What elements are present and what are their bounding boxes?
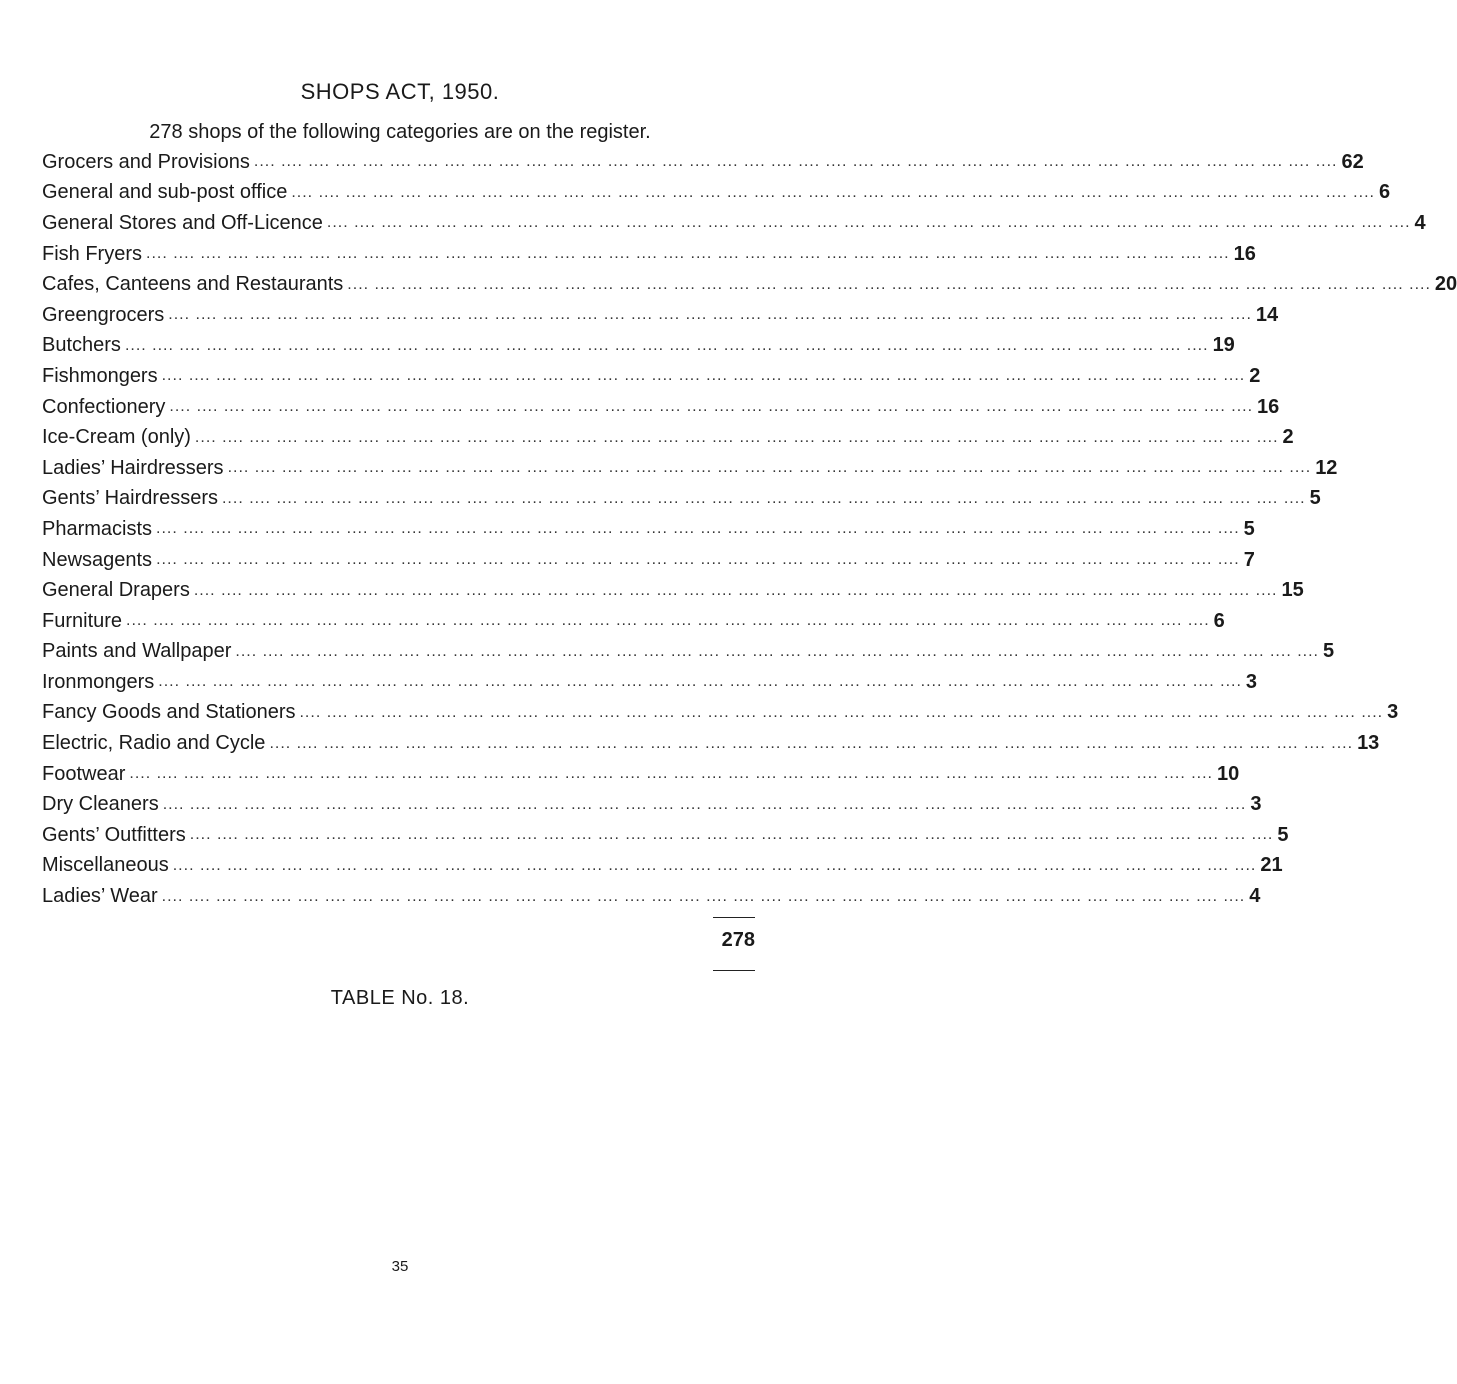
dot-leader: .... .... .... .... .... .... .... .... .... .... .... .... .... .... .... .... .... .... .... .... .... .... .... .... .... .... .... .... .... .... .... .... .... .... .... .... .... .... .... .... bbox=[161, 887, 1246, 905]
page-number: 35 bbox=[391, 1258, 409, 1275]
category-label: Footwear bbox=[42, 762, 126, 785]
dot-leader: .... .... .... .... .... .... .... .... .... .... .... .... .... .... .... .... .... .... .... .... .... .... .... .... .... .... .... .... .... .... .... .... .... .... .... .... .... .... .... .... bbox=[172, 856, 1257, 874]
table-row bbox=[42, 728, 1380, 759]
table-row bbox=[42, 789, 1262, 820]
dot-leader: .... .... .... .... .... .... .... .... .... .... .... .... .... .... .... .... .... .... .... .... .... .... .... .... .... .... .... .... .... .... .... .... .... .... .... .... .... .... .... .... bbox=[156, 520, 1240, 538]
table-row bbox=[42, 484, 1321, 515]
category-count: 62 bbox=[1341, 150, 1364, 173]
category-label: Grocers and Provisions bbox=[42, 150, 250, 173]
dot-leader: .... .... .... .... .... .... .... .... .... .... .... .... .... .... .... .... .... .... .... .... .... .... .... .... .... .... .... .... .... .... .... .... .... .... .... .... .... .... .... .... bbox=[161, 367, 1246, 385]
category-count: 2 bbox=[1249, 364, 1261, 387]
category-label: Ladies’ Hairdressers bbox=[42, 456, 224, 479]
category-label: General Stores and Off-Licence bbox=[42, 211, 323, 234]
table-row bbox=[42, 606, 1225, 637]
dot-leader: .... .... .... .... .... .... .... .... .... .... .... .... .... .... .... .... .... .... .... .... .... .... .... .... .... .... .... .... .... .... .... .... .... .... .... .... .... .... .... .... bbox=[158, 673, 1242, 691]
category-count: 12 bbox=[1315, 456, 1338, 479]
category-count: 16 bbox=[1233, 242, 1256, 265]
dot-leader: .... .... .... .... .... .... .... .... .... .... .... .... .... .... .... .... .... .... .... .... .... .... .... .... .... .... .... .... .... .... .... .... .... .... .... .... .... .... .... .... bbox=[189, 826, 1274, 844]
category-count: 2 bbox=[1282, 426, 1294, 449]
dot-leader: .... .... .... .... .... .... .... .... .... .... .... .... .... .... .... .... .... .... .... .... .... .... .... .... .... .... .... .... .... .... .... .... .... .... .... .... .... .... .... .... bbox=[194, 428, 1279, 446]
category-label: Pharmacists bbox=[42, 517, 153, 540]
category-count: 4 bbox=[1414, 211, 1426, 234]
category-count: 4 bbox=[1249, 885, 1261, 908]
dot-leader: .... .... .... .... .... .... .... .... .... .... .... .... .... .... .... .... .... .... .... .... .... .... .... .... .... .... .... .... .... .... .... .... .... .... .... .... .... .... .... .... bbox=[126, 612, 1210, 630]
category-count: 19 bbox=[1212, 334, 1235, 357]
dot-leader: .... .... .... .... .... .... .... .... .... .... .... .... .... .... .... .... .... .... .... .... .... .... .... .... .... .... .... .... .... .... .... .... .... .... .... .... .... .... .... .... bbox=[168, 306, 1252, 324]
category-count: 5 bbox=[1277, 823, 1289, 846]
category-count: 3 bbox=[1245, 670, 1258, 693]
dot-leader: .... .... .... .... .... .... .... .... .... .... .... .... .... .... .... .... .... .... .... .... .... .... .... .... .... .... .... .... .... .... .... .... .... .... .... .... .... .... .... .... bbox=[124, 336, 1209, 354]
category-label: Electric, Radio and Cycle bbox=[42, 732, 266, 755]
dot-leader: .... .... .... .... .... .... .... .... .... .... .... .... .... .... .... .... .... .... .... .... .... .... .... .... .... .... .... .... .... .... .... .... .... .... .... .... .... .... .... .... bbox=[162, 795, 1247, 813]
table-row bbox=[42, 269, 1457, 300]
category-label: Gents’ Hairdressers bbox=[42, 487, 218, 510]
category-label: Cafes, Canteens and Restaurants bbox=[42, 273, 344, 296]
dot-leader: .... .... .... .... .... .... .... .... .... .... .... .... .... .... .... .... .... .... .... .... .... .... .... .... .... .... .... .... .... .... .... .... .... .... .... .... .... .... .... .... bbox=[169, 398, 1254, 416]
dot-leader: .... .... .... .... .... .... .... .... .... .... .... .... .... .... .... .... .... .... .... .... .... .... .... .... .... .... .... .... .... .... .... .... .... .... .... .... .... .... .... .... bbox=[235, 642, 1319, 660]
table-row bbox=[42, 698, 1399, 729]
table-row bbox=[42, 851, 1283, 882]
category-list bbox=[42, 147, 1457, 912]
dot-leader: .... .... .... .... .... .... .... .... .... .... .... .... .... .... .... .... .... .... .... .... .... .... .... .... .... .... .... .... .... .... .... .... .... .... .... .... .... .... .... .... bbox=[269, 734, 1354, 752]
dot-leader: .... .... .... .... .... .... .... .... .... .... .... .... .... .... .... .... .... .... .... .... .... .... .... .... .... .... .... .... .... .... .... .... .... .... .... .... .... .... .... .... bbox=[146, 245, 1230, 263]
category-label: Ladies’ Wear bbox=[42, 885, 158, 908]
dot-leader: .... .... .... .... .... .... .... .... .... .... .... .... .... .... .... .... .... .... .... .... .... .... .... .... .... .... .... .... .... .... .... .... .... .... .... .... .... .... .... .... bbox=[129, 765, 1213, 783]
category-label: Gents’ Outfitters bbox=[42, 823, 186, 846]
table-row bbox=[42, 422, 1294, 453]
category-count: 15 bbox=[1281, 579, 1304, 602]
table-row bbox=[42, 759, 1240, 790]
table-row bbox=[42, 392, 1280, 423]
dot-leader: .... .... .... .... .... .... .... .... .... .... .... .... .... .... .... .... .... .... .... .... .... .... .... .... .... .... .... .... .... .... .... .... .... .... .... .... .... .... .... .... bbox=[347, 275, 1431, 293]
dot-leader: .... .... .... .... .... .... .... .... .... .... .... .... .... .... .... .... .... .... .... .... .... .... .... .... .... .... .... .... .... .... .... .... .... .... .... .... .... .... .... .... bbox=[221, 489, 1306, 507]
category-count: 5 bbox=[1309, 487, 1321, 510]
category-count: 20 bbox=[1434, 273, 1457, 296]
category-count: 6 bbox=[1213, 609, 1225, 632]
table-row bbox=[42, 545, 1255, 576]
category-count: 3 bbox=[1250, 793, 1262, 816]
table-row bbox=[42, 208, 1426, 239]
category-count: 3 bbox=[1387, 701, 1399, 724]
category-count: 7 bbox=[1243, 548, 1255, 571]
dot-leader: .... .... .... .... .... .... .... .... .... .... .... .... .... .... .... .... .... .... .... .... .... .... .... .... .... .... .... .... .... .... .... .... .... .... .... .... .... .... .... .... bbox=[193, 581, 1278, 599]
table-row bbox=[42, 147, 1364, 178]
category-label: Miscellaneous bbox=[42, 854, 169, 877]
table-caption: TABLE No. 18. bbox=[330, 987, 470, 1009]
category-count: 21 bbox=[1260, 854, 1283, 877]
category-count: 5 bbox=[1243, 517, 1255, 540]
table-row bbox=[42, 239, 1256, 270]
total-top-rule bbox=[713, 917, 755, 918]
category-count: 5 bbox=[1323, 640, 1335, 663]
category-label: Ice-Cream (only) bbox=[42, 426, 191, 449]
table-row bbox=[42, 331, 1235, 362]
category-count: 10 bbox=[1217, 762, 1240, 785]
dot-leader: .... .... .... .... .... .... .... .... .... .... .... .... .... .... .... .... .... .... .... .... .... .... .... .... .... .... .... .... .... .... .... .... .... .... .... .... .... .... .... .... bbox=[227, 459, 1312, 477]
table-row bbox=[42, 453, 1338, 484]
category-label: Confectionery bbox=[42, 395, 166, 418]
category-label: Fancy Goods and Stationers bbox=[42, 701, 296, 724]
table-row bbox=[42, 667, 1258, 698]
category-label: Fish Fryers bbox=[42, 242, 142, 265]
dot-leader: .... .... .... .... .... .... .... .... .... .... .... .... .... .... .... .... .... .... .... .... .... .... .... .... .... .... .... .... .... .... .... .... .... .... .... .... .... .... .... .... bbox=[299, 703, 1384, 721]
table-row bbox=[42, 820, 1289, 851]
category-label: Paints and Wallpaper bbox=[42, 640, 232, 663]
category-label: Ironmongers bbox=[42, 670, 155, 693]
category-label: Butchers bbox=[42, 334, 121, 357]
table-row bbox=[42, 881, 1261, 912]
category-label: Newsagents bbox=[42, 548, 153, 571]
table-row bbox=[42, 514, 1255, 545]
category-label: Fishmongers bbox=[42, 364, 158, 387]
category-label: General and sub-post office bbox=[42, 181, 288, 204]
category-label: General Drapers bbox=[42, 579, 190, 602]
dot-leader: .... .... .... .... .... .... .... .... .... .... .... .... .... .... .... .... .... .... .... .... .... .... .... .... .... .... .... .... .... .... .... .... .... .... .... .... .... .... .... .... bbox=[156, 551, 1240, 569]
table-row bbox=[42, 178, 1391, 209]
category-count: 6 bbox=[1378, 181, 1391, 204]
category-label: Furniture bbox=[42, 609, 123, 632]
category-label: Greengrocers bbox=[42, 303, 165, 326]
table-row bbox=[42, 300, 1279, 331]
page-subtitle: 278 shops of the following categories are on the register. bbox=[149, 121, 651, 143]
dot-leader: .... .... .... .... .... .... .... .... .... .... .... .... .... .... .... .... .... .... .... .... .... .... .... .... .... .... .... .... .... .... .... .... .... .... .... .... .... .... .... .... bbox=[291, 183, 1375, 201]
category-label: Dry Cleaners bbox=[42, 793, 159, 816]
category-count: 13 bbox=[1357, 732, 1380, 755]
table-row bbox=[42, 575, 1304, 606]
total-value: 278 bbox=[721, 929, 755, 951]
table-row bbox=[42, 637, 1335, 668]
category-count: 16 bbox=[1257, 395, 1280, 418]
table-row bbox=[42, 361, 1261, 392]
total-bottom-rule bbox=[713, 970, 755, 971]
dot-leader: .... .... .... .... .... .... .... .... .... .... .... .... .... .... .... .... .... .... .... .... .... .... .... .... .... .... .... .... .... .... .... .... .... .... .... .... .... .... .... .... bbox=[326, 214, 1411, 232]
category-count: 14 bbox=[1255, 303, 1279, 326]
dot-leader: .... .... .... .... .... .... .... .... .... .... .... .... .... .... .... .... .... .... .... .... .... .... .... .... .... .... .... .... .... .... .... .... .... .... .... .... .... .... .... .... bbox=[253, 153, 1338, 171]
page-title: SHOPS ACT, 1950. bbox=[300, 79, 500, 104]
